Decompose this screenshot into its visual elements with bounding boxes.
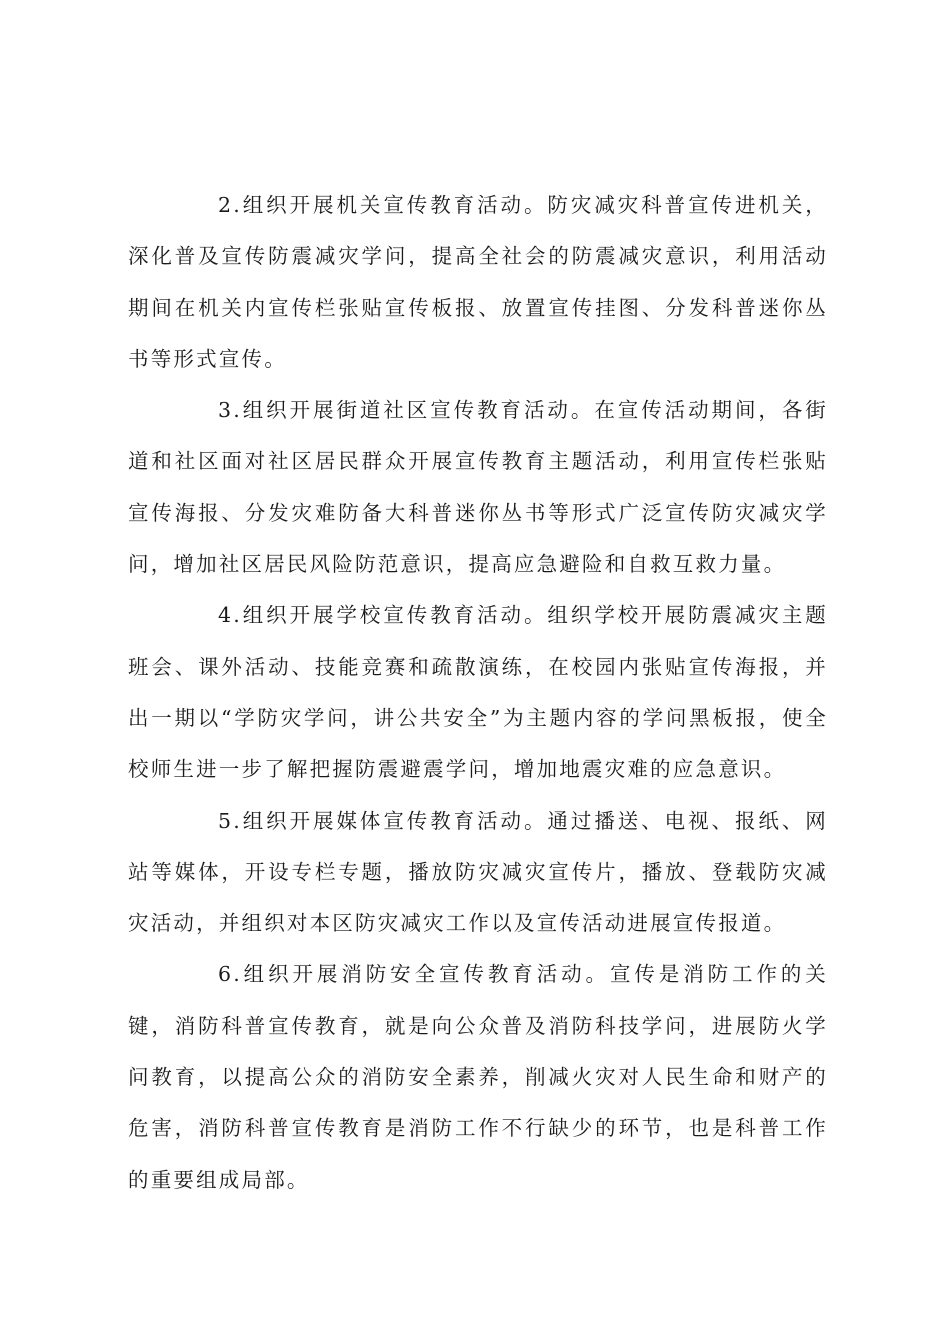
paragraph-item-3: 3.组织开展街道社区宣传教育活动。在宣传活动期间，各街道和社区面对社区居民群众开展宣传教育主题活动，利用宣传栏张贴宣传海报、分发灾难防备大科普迷你丛书等形式广泛宣传防灾减灾学问，增加社区居民风险防范意识，提高应急避险和自救互救力量。 — [128, 398, 828, 577]
document-body — [128, 180, 828, 1206]
paragraph-item-2: 2.组织开展机关宣传教育活动。防灾减灾科普宣传进机关，深化普及宣传防震减灾学问，提高全社会的防震减灾意识，利用活动期间在机关内宣传栏张贴宣传板报、放置宣传挂图、分发科普迷你丛书等形式宣传。 — [128, 193, 828, 371]
paragraph-item-6: 6.组织开展消防安全宣传教育活动。宣传是消防工作的关键，消防科普宣传教育，就是向公众普及消防科技学问，进展防火学问教育，以提高公众的消防安全素养，削减火灾对人民生命和财产的危害，消防科普宣传教育是消防工作不行缺少的环节，也是科普工作的重要组成局部。 — [128, 962, 828, 1192]
paragraph-item-4: 4.组织开展学校宣传教育活动。组织学校开展防震减灾主题班会、课外活动、技能竞赛和疏散演练，在校园内张贴宣传海报，并出一期以“学防灾学问，讲公共安全”为主题内容的学问黑板报，使全校师生进一步了解把握防震避震学问，增加地震灾难的应急意识。 — [128, 603, 828, 782]
paragraph-item-5: 5.组织开展媒体宣传教育活动。通过播送、电视、报纸、网站等媒体，开设专栏专题，播放防灾减灾宣传片，播放、登载防灾减灾活动，并组织对本区防灾减灾工作以及宣传活动进展宣传报道。 — [128, 808, 828, 936]
